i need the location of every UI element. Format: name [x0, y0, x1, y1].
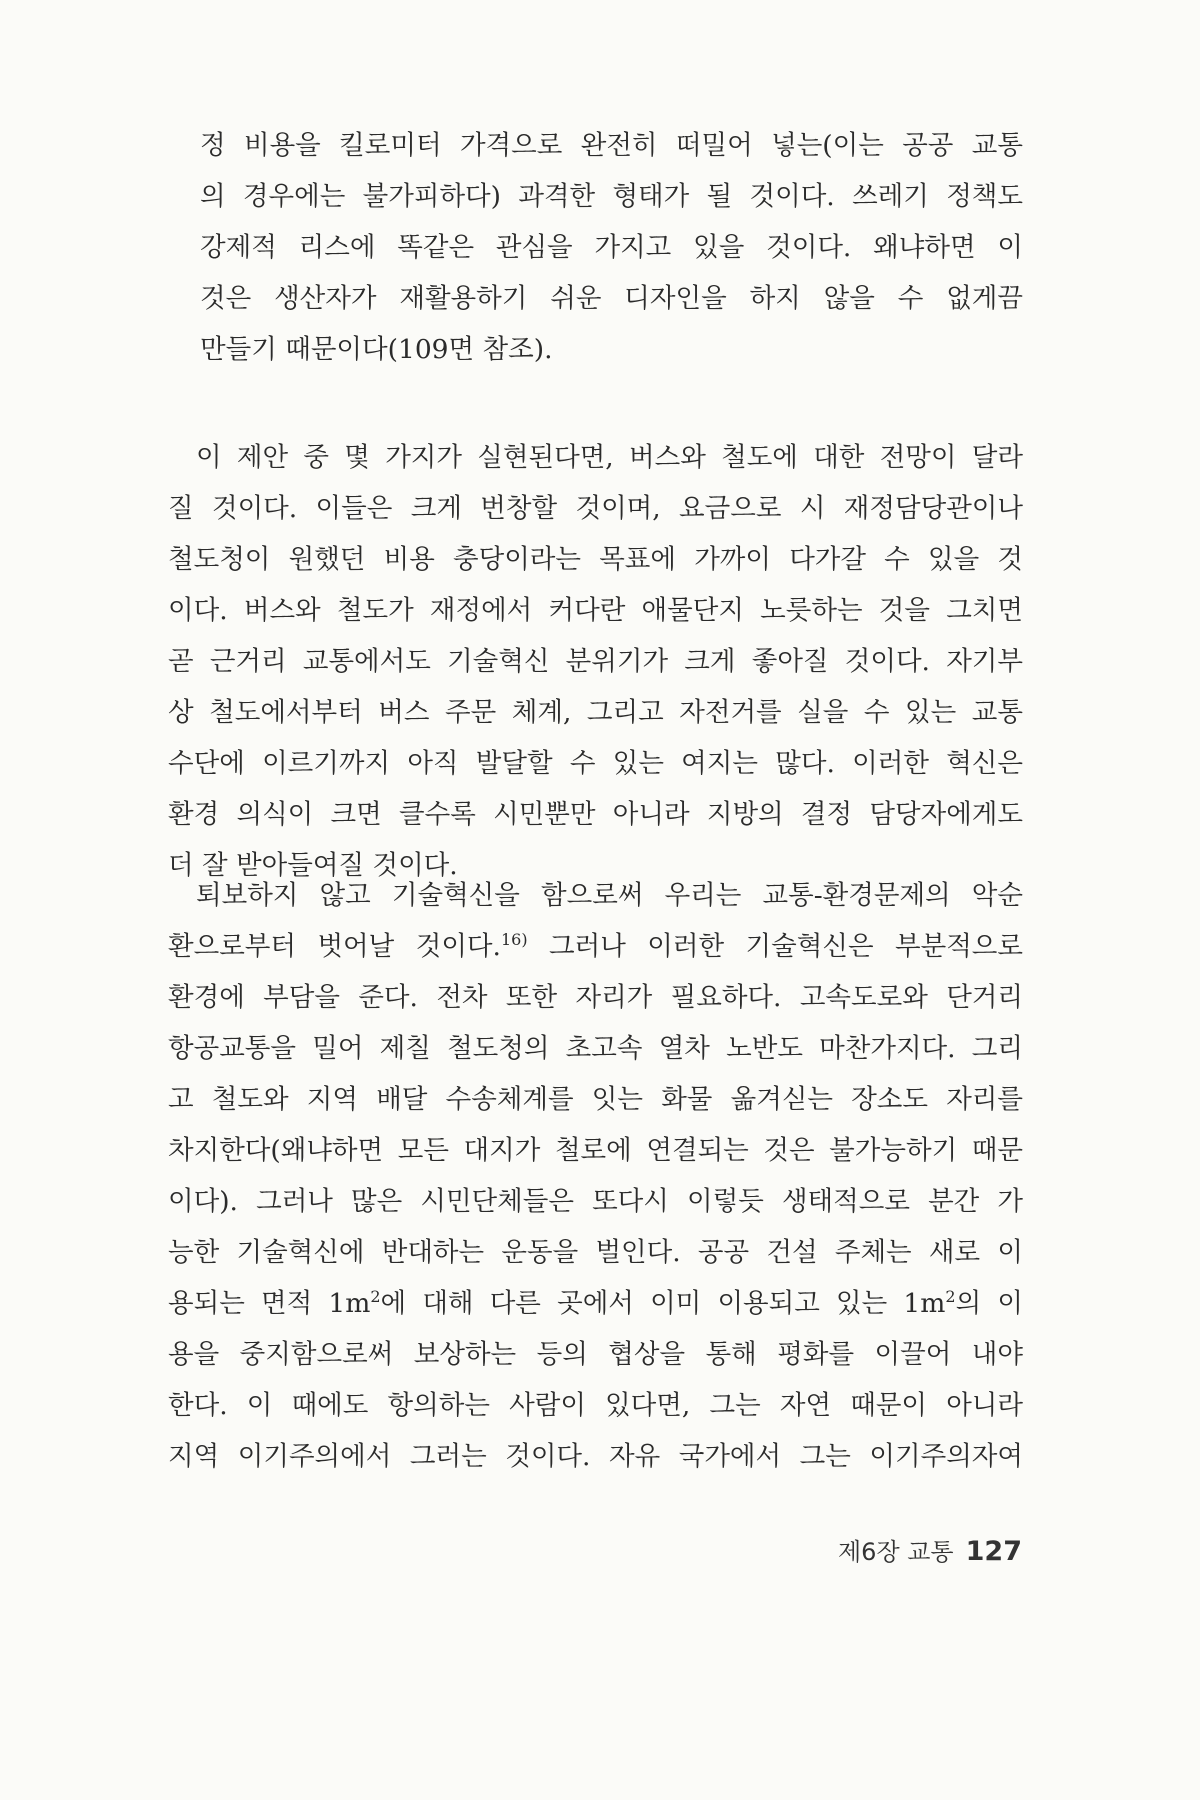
paragraph-line — [168, 1278, 1023, 1329]
footnote-ref[interactable]: 16) — [500, 930, 528, 950]
paragraph-line: 이 제안 중 몇 가지가 실현된다면, 버스와 철도에 대한 전망이 달라 — [196, 442, 1023, 473]
line-text: 환으로부터 벗어날 것이다. — [168, 931, 501, 962]
paragraph-line: 항공교통을 밀어 제칠 철도청의 초고속 열차 노반도 마찬가지다. 그리 — [168, 1033, 1023, 1064]
paragraph-2 — [168, 870, 1023, 1482]
paragraph-line: 철도청이 원했던 비용 충당이라는 목표에 가까이 다가갈 수 있을 것 — [168, 544, 1023, 575]
paragraph-line: 질 것이다. 이들은 크게 번창할 것이며, 요금으로 시 재정담당관이나 — [168, 493, 1023, 524]
line-text: 그러나 이러한 기술혁신은 부분적으로 — [527, 931, 1023, 962]
paragraph-line: 상 철도에서부터 버스 주문 체계, 그리고 자전거를 실을 수 있는 교통 — [168, 697, 1023, 728]
quote-line: 의 경우에는 불가피하다) 과격한 형태가 될 것이다. 쓰레기 정책도 — [200, 181, 1023, 212]
indented-quote — [200, 120, 1023, 375]
line-text: 용되는 면적 1m — [168, 1288, 371, 1319]
paragraph-line: 퇴보하지 않고 기술혁신을 함으로써 우리는 교통-환경문제의 악순 — [196, 880, 1023, 911]
paragraph-line: 곧 근거리 교통에서도 기술혁신 분위기가 크게 좋아질 것이다. 자기부 — [168, 646, 1023, 677]
paragraph-line: 이다). 그러나 많은 시민단체들은 또다시 이렇듯 생태적으로 분간 가 — [168, 1186, 1023, 1217]
chapter-label: 제6장 교통 — [837, 1538, 954, 1566]
quote-line: 만들기 때문이다(109면 참조). — [200, 334, 553, 365]
paragraph-1 — [168, 432, 1023, 891]
quote-line: 정 비용을 킬로미터 가격으로 완전히 떠밀어 넣는(이는 공공 교통 — [200, 130, 1023, 161]
page-footer — [838, 1532, 1022, 1567]
quote-line: 강제적 리스에 똑같은 관심을 가지고 있을 것이다. 왜냐하면 이 — [200, 232, 1023, 263]
paragraph-line — [168, 921, 1023, 972]
line-text: 에 대해 다른 곳에서 이미 이용되고 있는 1m — [380, 1288, 946, 1319]
paragraph-line: 한다. 이 때에도 항의하는 사람이 있다면, 그는 자연 때문이 아니라 — [168, 1390, 1023, 1421]
paragraph-line: 이다. 버스와 철도가 재정에서 커다란 애물단지 노릇하는 것을 그치면 — [168, 595, 1023, 626]
paragraph-line: 용을 중지함으로써 보상하는 등의 협상을 통해 평화를 이끌어 내야 — [168, 1339, 1023, 1370]
paragraph-line: 고 철도와 지역 배달 수송체계를 잇는 화물 옮겨싣는 장소도 자리를 — [168, 1084, 1023, 1115]
paragraph-line: 환경 의식이 크면 클수록 시민뿐만 아니라 지방의 결정 담당자에게도 — [168, 799, 1023, 830]
page-number: 127 — [965, 1536, 1022, 1567]
superscript: 2 — [945, 1287, 956, 1307]
paragraph-line: 차지한다(왜냐하면 모든 대지가 철로에 연결되는 것은 불가능하기 때문 — [168, 1135, 1023, 1166]
quote-line: 것은 생산자가 재활용하기 쉬운 디자인을 하지 않을 수 없게끔 — [200, 283, 1023, 314]
paragraph-line: 더 잘 받아들여질 것이다. — [168, 850, 458, 881]
superscript: 2 — [370, 1287, 381, 1307]
paragraph-line: 환경에 부담을 준다. 전차 또한 자리가 필요하다. 고속도로와 단거리 — [168, 982, 1023, 1013]
paragraph-line: 능한 기술혁신에 반대하는 운동을 벌인다. 공공 건설 주체는 새로 이 — [168, 1237, 1023, 1268]
paragraph-line: 수단에 이르기까지 아직 발달할 수 있는 여지는 많다. 이러한 혁신은 — [168, 748, 1023, 779]
paragraph-line: 지역 이기주의에서 그러는 것이다. 자유 국가에서 그는 이기주의자여 — [168, 1441, 1023, 1472]
line-text: 의 이 — [955, 1288, 1023, 1319]
